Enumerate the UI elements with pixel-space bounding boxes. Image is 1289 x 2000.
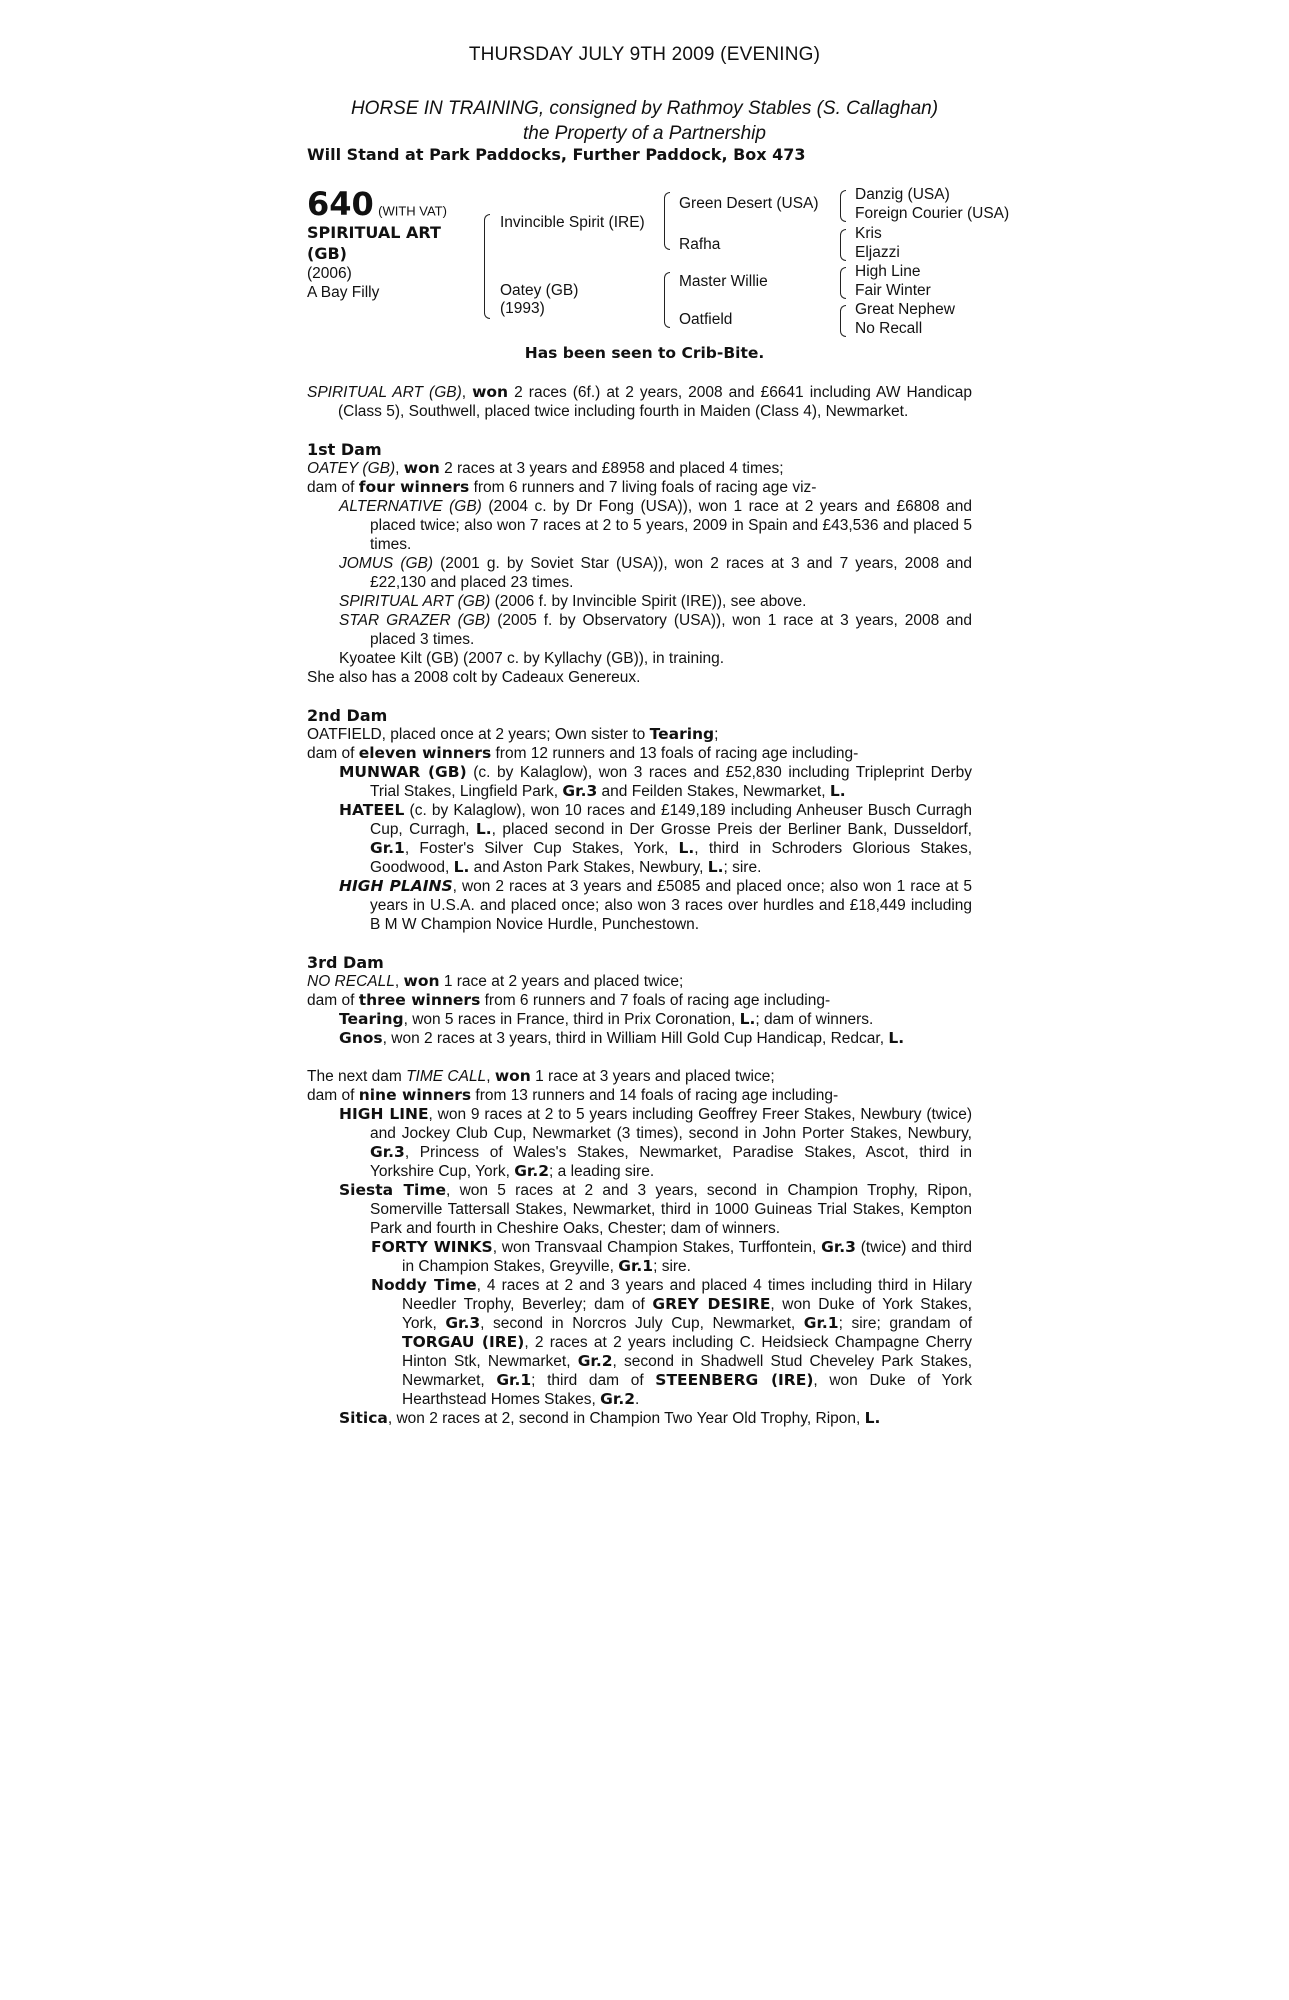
stand-location: Will Stand at Park Paddocks, Further Paddock, Box 473 [307, 145, 806, 164]
list-item: HIGH PLAINS, won 2 races at 3 years and £5085 and placed once; also won 1 race at 5 years in U.S.A. and placed once; also won 3 races over hurdles and £18,449 including B M W Champion Novice Hurdle, Punchestown. [339, 877, 973, 933]
list-item: Sitica, won 2 races at 2, second in Champion Two Year Old Trophy, Ripon, L. [339, 1409, 881, 1427]
pedigree-dam-year: (1993) [500, 300, 545, 317]
pedigree-brace [840, 267, 846, 299]
pedigree-brace [840, 305, 846, 337]
third-dam-heading: 3rd Dam [307, 953, 384, 972]
first-dam-produce: dam of four winners from 6 runners and 7 living foals of racing age viz- [307, 478, 817, 496]
first-dam-line: OATEY (GB), won 2 races at 3 years and £8958 and placed 4 times; [307, 459, 784, 477]
lot-info [307, 186, 487, 302]
list-item: HATEEL (c. by Kalaglow), won 10 races and £149,189 including Anheuser Busch Curragh Cup, Curragh, L., placed second in Der Grosse Preis der Berliner Bank, Dusseldorf, Gr.1, Foster's Silver Cup Stakes, York, L., third in Schroders Glorious Stakes, Goodwood, L. and Aston Park Stakes, Newbury, L.; sire. [339, 801, 972, 876]
property-line: the Property of a Partnership [523, 123, 766, 144]
intro-paragraph: SPIRITUAL ART (GB), won 2 races (6f.) at 2 years, 2008 and £6641 including AW Handicap (Class 5), Southwell, placed twice including fourth in Maiden (Class 4), Newmarket. [307, 383, 972, 420]
vat-label: (WITH VAT) [378, 203, 447, 219]
list-item: Tearing, won 5 races in France, third in Prix Coronation, L.; dam of winners. [339, 1010, 874, 1028]
list-item: HIGH LINE, won 9 races at 2 to 5 years including Geoffrey Freer Stakes, Newbury (twice) and Jockey Club Cup, Newmarket (3 times), second in John Porter Stakes, Newbury, Gr.3, Princess of Wales's Stakes, Newmarket, Paradise Stakes, Ascot, third in Yorkshire Cup, York, Gr.2; a leading sire. [339, 1105, 972, 1180]
second-dam-line: OATFIELD, placed once at 2 years; Own sister to Tearing; [307, 725, 719, 743]
pedigree-ds: Master Willie [679, 273, 768, 290]
first-dam-note: She also has a 2008 colt by Cadeaux Genereux. [307, 669, 641, 686]
list-item: STAR GRAZER (GB) (2005 f. by Observatory (USA)), won 1 race at 3 years, 2008 and placed 3 times. [339, 612, 972, 648]
consignment-info [0, 96, 1289, 146]
pedigree-brace [664, 192, 670, 250]
next-dam-line: The next dam TIME CALL, won 1 race at 3 years and placed twice; [307, 1067, 775, 1085]
list-item: Gnos, won 2 races at 3 years, third in William Hill Gold Cup Handicap, Redcar, L. [339, 1029, 905, 1047]
pedigree-brace [840, 229, 846, 261]
catalogue-body [307, 383, 972, 1428]
foaling-year: (2006) [307, 265, 352, 282]
third-dam-produce: dam of three winners from 6 runners and 7 foals of racing age including- [307, 991, 831, 1009]
sale-date: THURSDAY JULY 9TH 2009 (EVENING) [468, 44, 821, 65]
pedigree-sdd: Eljazzi [855, 244, 900, 261]
second-dam-produce: dam of eleven winners from 12 runners and 13 foals of racing age including- [307, 744, 859, 762]
pedigree-brace [484, 214, 490, 319]
list-item: FORTY WINKS, won Transvaal Champion Stakes, Turffontein, Gr.3 (twice) and third in Champion Stakes, Greyville, Gr.1; sire. [371, 1238, 972, 1275]
lot-number: 640 [307, 185, 374, 223]
pedigree-ssd: Foreign Courier (USA) [855, 205, 1010, 222]
crib-bite-note: Has been seen to Crib-Bite. [524, 344, 765, 362]
list-item: JOMUS (GB) (2001 g. by Soviet Star (USA)), won 2 races at 3 and 7 years, 2008 and £22,130 and placed 23 times. [339, 555, 973, 591]
pedigree-dam: Oatey (GB) [500, 282, 579, 299]
horse-description: A Bay Filly [307, 284, 380, 301]
horse-origin: (GB) [307, 244, 347, 263]
list-item: Noddy Time, 4 races at 2 and 3 years and placed 4 times including third in Hilary Needler Trophy, Beverley; dam of GREY DESIRE, won Duke of York Stakes, York, Gr.3, second in Norcros July Cup, Newmarket, Gr.1; sire; grandam of TORGAU (IRE), 2 races at 2 years including C. Heidsieck Champagne Cherry Hinton Stk, Newmarket, Gr.2, second in Shadwell Stud Cheveley Park Stakes, Newmarket, Gr.1; third dam of STEENBERG (IRE), won Duke of York Hearthstead Homes Stakes, Gr.2. [371, 1276, 973, 1408]
next-dam-produce: dam of nine winners from 13 runners and 14 foals of racing age including- [307, 1086, 839, 1104]
pedigree-sd: Rafha [679, 236, 721, 253]
pedigree-sds: Kris [855, 225, 882, 242]
list-item: ALTERNATIVE (GB) (2004 c. by Dr Fong (USA)), won 1 race at 2 years and £6808 and placed twice; also won 7 races at 2 to 5 years, 2009 in Spain and £43,536 and placed 5 times. [339, 498, 972, 553]
horse-name: SPIRITUAL ART [307, 223, 441, 242]
list-item: MUNWAR (GB) (c. by Kalaglow), won 3 races and £52,830 including Tripleprint Derby Trial Stakes, Lingfield Park, Gr.3 and Feilden Stakes, Newmarket, L. [339, 763, 972, 800]
pedigree-dss: High Line [855, 263, 921, 280]
pedigree-dd: Oatfield [679, 311, 733, 328]
list-item: Kyoatee Kilt (GB) (2007 c. by Kyllachy (GB)), in training. [339, 650, 725, 667]
first-dam-heading: 1st Dam [307, 440, 382, 459]
list-item: SPIRITUAL ART (GB) (2006 f. by Invincible Spirit (IRE)), see above. [339, 593, 807, 610]
list-item: Siesta Time, won 5 races at 2 and 3 years, second in Champion Trophy, Ripon, Somerville Tattersall Stakes, Newmarket, third in 1000 Guineas Trial Stakes, Kempton Park and fourth in Cheshire Oaks, Chester; dam of winners. [339, 1181, 973, 1237]
pedigree-dsd: Fair Winter [855, 282, 931, 299]
pedigree-sire: Invincible Spirit (IRE) [500, 214, 645, 231]
pedigree-dds: Great Nephew [855, 301, 955, 318]
pedigree-brace [664, 272, 670, 328]
third-dam-line: NO RECALL, won 1 race at 2 years and placed twice; [307, 972, 684, 990]
pedigree-ss: Green Desert (USA) [679, 195, 819, 212]
pedigree-ddd: No Recall [855, 320, 923, 337]
consignor-line: HORSE IN TRAINING, consigned by Rathmoy Stables (S. Callaghan) [350, 98, 939, 119]
second-dam-heading: 2nd Dam [307, 706, 388, 725]
pedigree-brace [840, 190, 846, 222]
pedigree-sss: Danzig (USA) [855, 186, 950, 203]
